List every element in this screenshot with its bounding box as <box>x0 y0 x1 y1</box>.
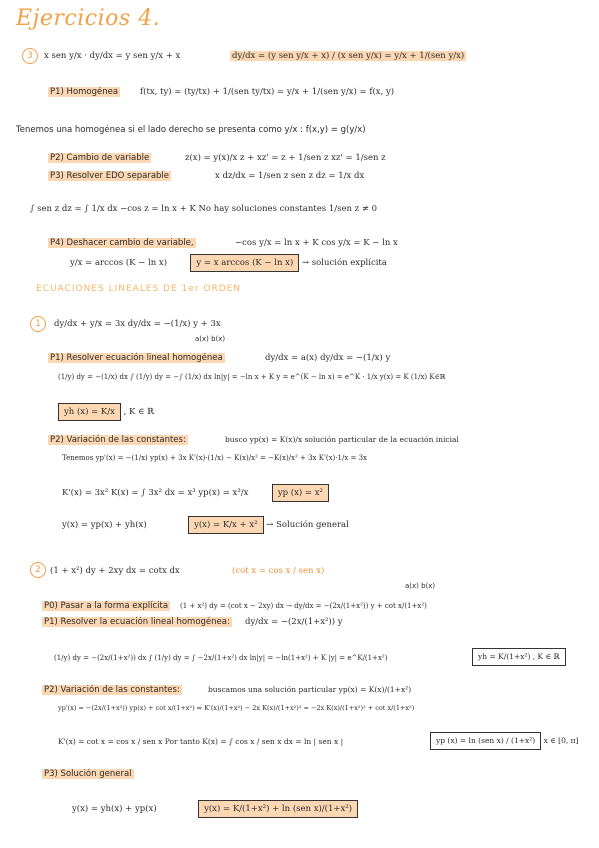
ex3-p2 <box>42 684 182 696</box>
ex2-p1-integral: (1/y) dy = −(1/x) dx ∫ (1/y) dy = −∫ (1/x) dx ln|y| = −ln x + K y = e^(K − ln x) = e^K · 1/x y(x) = K (1/x) K∈ℝ <box>58 373 446 381</box>
ex3-p0-text: (1 + x²) dy = (cot x − 2xy) dx → dy/dx = −(2x/(1+x²)) y + cot x/(1+x²) <box>180 602 427 610</box>
ex1-p4-text: −cos y/x = ln x + K cos y/x = K − ln x <box>235 238 398 248</box>
ex2-general-box: y(x) = K/x + x² <box>188 516 264 534</box>
ex3-p0 <box>42 600 170 612</box>
ex3-p2-line2: yp'(x) = −(2x/(1+x²)) yp(x) + cot x/(1+x²) ⇒ K'(x)/(1+x²) − 2x K(x)/(1+x²)² = −2x K(x)/(1+x²)² + cot x/(1+x²) <box>58 704 415 712</box>
ex2-homogeneous-box: yh (x) = K/x <box>58 403 121 421</box>
ex2-p2-line3 <box>62 484 329 502</box>
ex2-equation-note: a(x) b(x) <box>195 335 226 343</box>
ex2-p2 <box>48 434 188 446</box>
ex3-ab-note: a(x) b(x) <box>405 582 436 590</box>
ex3-p0-label: P0) Pasar a la forma explícita <box>44 601 169 611</box>
ex1-p1-text: f(tx, ty) = (ty/tx) + 1/(sen ty/tx) = y/x + 1/(sen y/x) = f(x, y) <box>140 87 395 97</box>
ex2-p2-line2: Tenemos yp'(x) = −(1/x) yp(x) + 3x K'(x)·(1/x) − K(x)/x² = −K(x)/x² + 3x K'(x)·1/x = 3x <box>62 454 367 462</box>
ex1-p3-integral: ∫ sen z dz = ∫ 1/x dx −cos z = ln x + K No hay soluciones constantes 1/sen z ≠ 0 <box>30 204 378 214</box>
ex1-equation-explicit <box>230 50 466 62</box>
exercise-number-2: 2 <box>30 562 46 578</box>
ex2-p1-text: dy/dx = a(x) dy/dx = −(1/x) y <box>265 353 391 363</box>
ex2-equation: dy/dx + y/x = 3x dy/dx = −(1/x) y + 3x <box>54 319 221 329</box>
ex3-p3-text: y(x) = yh(x) + yp(x) <box>72 804 157 814</box>
ex3-p1-integral: (1/y) dy = −(2x/(1+x²)) dx ∫ (1/y) dy = ∫ −2x/(1+x²) dx ln|y| = −ln(1+x²) + K |y| = e^K/(1+x²) <box>54 654 388 662</box>
ex1-p4-result <box>70 254 387 272</box>
ex2-general-tail: → Solución general <box>266 520 349 530</box>
ex3-particular-box: yp (x) = ln (sen x) / (1+x²) <box>430 732 541 750</box>
ex1-p3 <box>48 170 171 182</box>
ex1-note: Tenemos una homogénea si el lado derecho se presenta como y/x : f(x,y) = g(y/x) <box>16 125 366 135</box>
ex1-p3-text: x dz/dx = 1/sen z sen z dz = 1/x dx <box>215 171 365 181</box>
ex3-particular-tail: x ∈ [0, π] <box>543 736 579 745</box>
ex3-p1-label: P1) Resolver la ecuación lineal homogénea: <box>44 617 230 627</box>
ex1-p4-label: P4) Deshacer cambio de variable, <box>50 238 194 248</box>
ex2-particular-box: yp (x) = x² <box>272 484 329 502</box>
section-heading: ECUACIONES LINEALES DE 1er ORDEN <box>36 284 242 294</box>
exercise-number-1: 1 <box>30 316 46 332</box>
ex2-p1-result <box>58 403 154 421</box>
ex3-p2-box-wrap <box>430 732 578 750</box>
ex2-homogeneous-tail: , K ∈ ℝ <box>123 407 155 417</box>
ex3-equation: (1 + x²) dy + 2xy dx = cotx dx <box>50 566 180 576</box>
ex3-homogeneous-box: yh = K/(1+x²) , K ∈ ℝ <box>472 648 566 666</box>
ex1-solution-box: y = x arccos (K − ln x) <box>190 254 299 272</box>
ex1-p4 <box>48 237 196 249</box>
ex1-p4-res: y/x = arccos (K − ln x) <box>70 258 168 268</box>
ex2-p2-line4-text: y(x) = yp(x) + yh(x) <box>62 520 147 530</box>
ex3-p3-label: P3) Solución general <box>44 769 132 779</box>
ex1-solution-tail: → solución explícita <box>301 258 387 268</box>
ex1-p1-label: P1) Homogénea <box>50 87 119 97</box>
ex1-p2-text: z(x) = y(x)/x z + xz' = z + 1/sen z xz' = 1/sen z <box>185 153 386 163</box>
ex2-p2-label: P2) Variación de las constantes: <box>50 435 186 445</box>
ex1-p3-label: P3) Resolver EDO separable <box>50 171 170 181</box>
ex3-p2-line3 <box>58 736 343 748</box>
ex1-equation-explicit-text: dy/dx = (y sen y/x + x) / (x sen y/x) = y/x + 1/(sen y/x) <box>232 51 465 61</box>
ex1-equation: x sen y/x · dy/dx = y sen y/x + x <box>44 51 181 61</box>
ex3-p1-text: dy/dx = −(2x/(1+x²)) y <box>245 617 343 627</box>
ex3-p1 <box>42 616 232 628</box>
ex1-p2-label: P2) Cambio de variable <box>50 153 150 163</box>
ex3-p2-line3-text: K'(x) = cot x = cos x / sen x Por tanto K(x) = ∫ cos x / sen x dx = ln | sen x | <box>58 737 344 746</box>
ex2-p2-line3-text: K'(x) = 3x² K(x) = ∫ 3x² dx = x³ yp(x) = x³/x <box>62 488 249 498</box>
ex3-p3-row <box>72 800 358 818</box>
ex3-p1-box-wrap <box>472 648 566 666</box>
ex2-p1 <box>48 352 225 364</box>
ex1-p2 <box>48 152 151 164</box>
ex2-p2-line4 <box>62 516 349 534</box>
page-title: Ejercicios 4. <box>16 6 161 31</box>
ex2-p1-label: P1) Resolver ecuación lineal homogénea <box>50 353 223 363</box>
exercise-number-3: 3 <box>22 48 38 64</box>
ex3-general-box: y(x) = K/(1+x²) + ln (sen x)/(1+x²) <box>198 800 358 818</box>
ex1-p1 <box>48 86 120 98</box>
ex3-p2-text: buscamos una solución particular yp(x) = K(x)/(1+x²) <box>208 685 412 694</box>
ex3-p2-label: P2) Variación de las constantes: <box>44 685 180 695</box>
ex3-p3 <box>42 768 134 780</box>
ex2-p2-text: busco yp(x) = K(x)/x solución particular de la ecuación inicial <box>225 435 459 444</box>
ex3-equation-note: (cot x = cos x / sen x) <box>232 566 325 576</box>
